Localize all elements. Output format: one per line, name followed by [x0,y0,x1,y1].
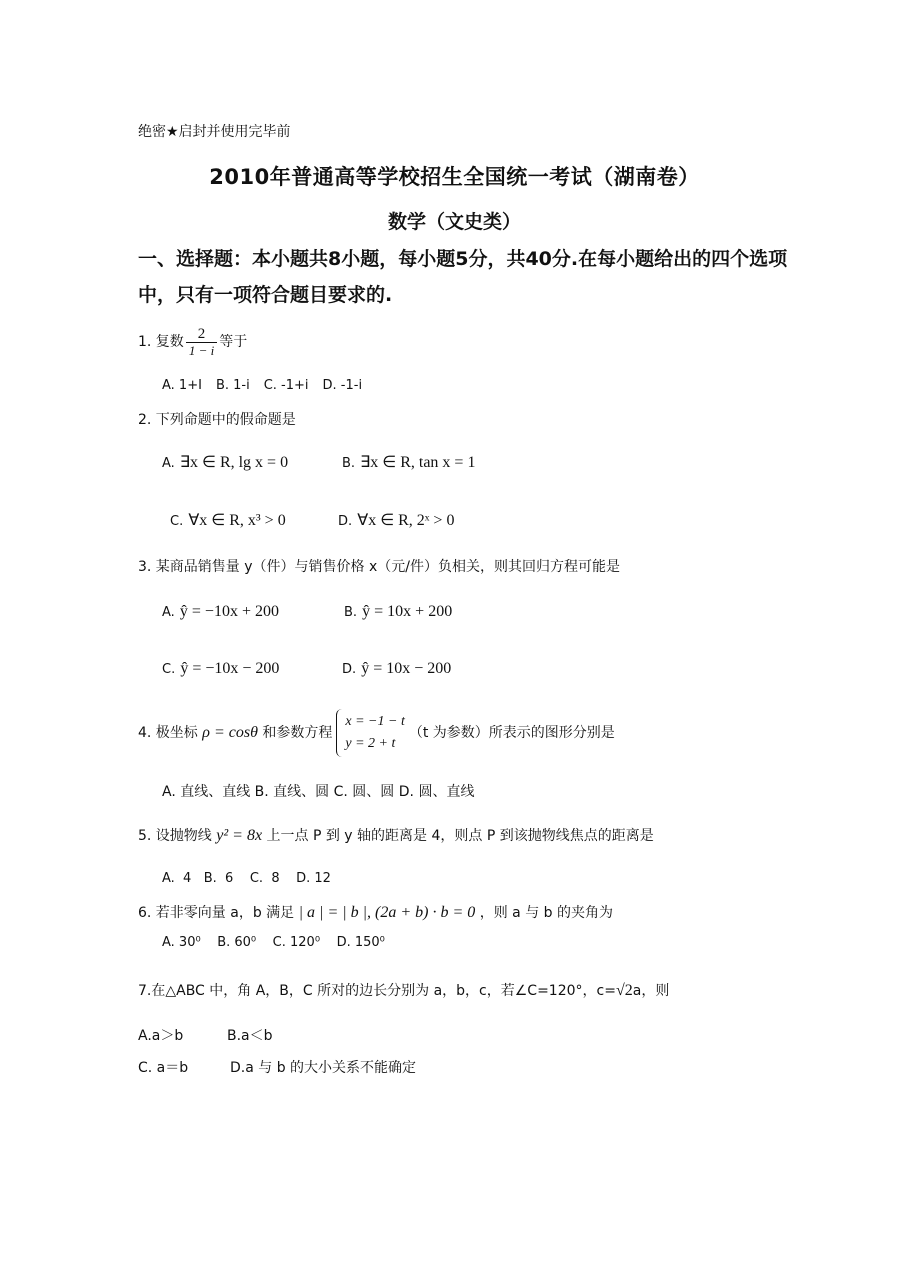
q2-option-d [338,510,454,530]
q4-eq1: x = −1 − t [345,714,405,729]
q2-b-label: B. [342,456,356,471]
q3-c-label: C. [162,662,176,677]
q1-suffix: 等于 [219,334,248,350]
q1-options [162,378,362,393]
q4-eq2: y = 2 + t [345,736,396,751]
q4-options: A. 直线、直线 B. 直线、圆 C. 圆、圆 D. 圆、直线 [162,784,475,800]
secret-label: 绝密★启封并使用完毕前 [138,124,291,140]
q5-suffix: 上一点 P 到 y 轴的距离是 4，则点 P 到该抛物线焦点的距离是 [266,828,654,844]
q6-prefix: 6. 若非零向量 a，b 满足 [138,905,295,921]
page-title: 2010年普通高等学校招生全国统一考试（湖南卷） [209,165,700,189]
q7-sqrt: √2 [615,982,633,999]
q5-options: A. 4 B. 6 C. 8 D. 12 [162,871,331,886]
q7-prefix: 7.在△ABC 中，角 A，B，C 所对的边长分别为 a，b，c，若∠C=120°，c= [138,983,616,999]
question-7 [138,980,669,1000]
q3-option-a [162,601,279,621]
q2-a-label: A. [162,456,175,471]
q4-prefix: 4. 极坐标 [138,725,198,741]
q3-option-c [162,658,279,678]
question-1 [138,322,247,362]
q2-a-math: ∃x ∈ R, lg x = 0 [179,454,289,471]
q1-option-b: B. 1-i [215,378,250,393]
q7-option-a: A.a＞b [138,1028,184,1044]
q1-fraction [186,326,217,358]
q3-a-label: A. [162,605,175,620]
q4-middle: 和参数方程 [262,725,333,741]
q2-d-label: D. [338,514,353,529]
q6-options: A. 30⁰ B. 60⁰ C. 120⁰ D. 150⁰ [162,935,385,950]
q3-c-math: ŷ = −10x − 200 [180,660,280,677]
q4-suffix: （t 为参数）所表示的图形分别是 [408,725,615,741]
q7-option-c: C. a＝b [138,1060,189,1076]
q2-option-b [342,452,475,472]
q1-option-d: D. -1-i [322,378,363,393]
q2-option-c [170,510,286,530]
q2-stem: 2. 下列命题中的假命题是 [138,412,296,428]
q2-c-label: C. [170,514,184,529]
q3-d-math: ŷ = 10x − 200 [361,660,452,677]
question-4 [138,709,615,757]
q1-frac-den: 1 − i [186,342,217,358]
q3-b-label: B. [344,605,358,620]
q1-frac-num: 2 [197,326,206,342]
q4-system [336,709,404,757]
q2-option-a [162,452,288,472]
q2-c-math: ∀x ∈ R, x³ > 0 [188,512,286,529]
q3-stem: 3. 某商品销售量 y（件）与销售价格 x（元/件）负相关，则其回归方程可能是 [138,559,620,575]
q3-b-math: ŷ = 10x + 200 [362,603,453,620]
q7-option-b: B.a＜b [227,1028,273,1044]
q3-d-label: D. [342,662,357,677]
q5-math: y² = 8x [216,827,263,844]
q4-polar: ρ = cosθ [202,724,258,741]
q1-prefix: 1. 复数 [138,334,184,350]
q2-d-math: ∀x ∈ R, 2ˣ > 0 [357,512,455,529]
q3-option-b [344,601,452,621]
q5-prefix: 5. 设抛物线 [138,828,212,844]
q7-suffix: a，则 [632,983,670,999]
question-6 [138,902,613,922]
q7-option-d: D.a 与 b 的大小关系不能确定 [230,1060,417,1076]
q1-option-c: C. -1+i [263,378,309,393]
q1-option-a: A. 1+I [162,378,202,393]
q3-option-d [342,658,451,678]
q6-suffix: ，则 a 与 b 的夹角为 [479,905,614,921]
q2-b-math: ∃x ∈ R, tan x = 1 [360,454,476,471]
q3-a-math: ŷ = −10x + 200 [179,603,279,620]
question-5 [138,825,654,845]
q6-math: | a | = | b |, (2a + b) · b = 0 [298,904,476,921]
page-subtitle: 数学（文史类） [387,211,521,233]
section-heading: 一、选择题：本小题共8小题，每小题5分，共40分.在每小题给出的四个选项中，只有一项符合题目要求的. [138,248,788,306]
